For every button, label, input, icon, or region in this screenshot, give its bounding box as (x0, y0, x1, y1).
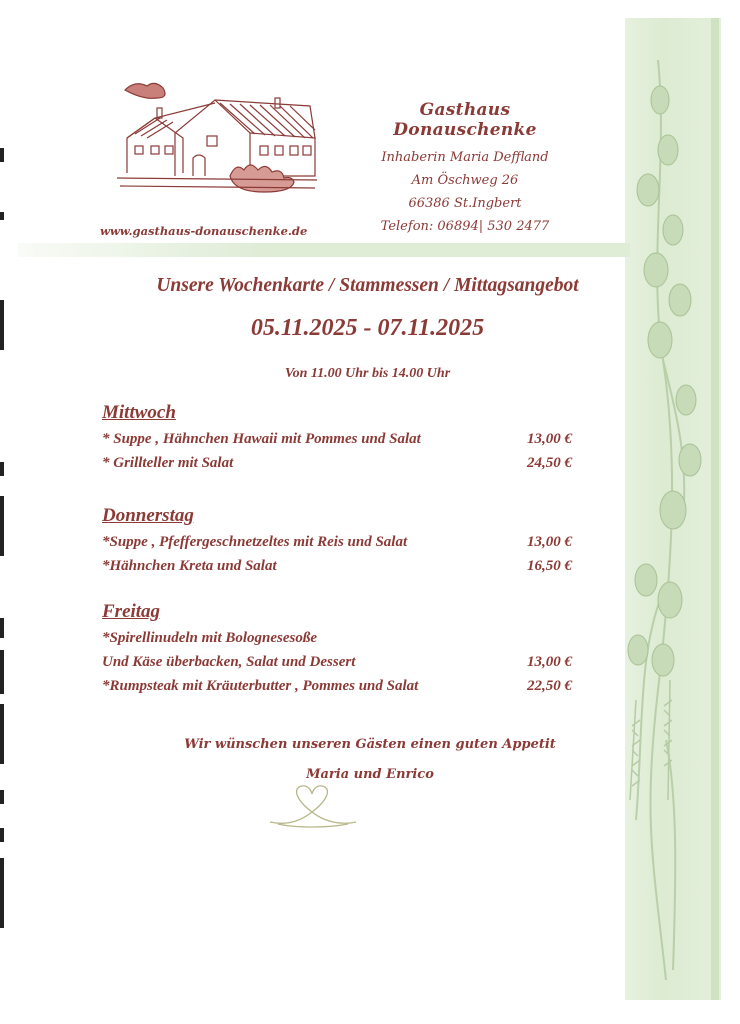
menu-item-text: * Suppe , Hähnchen Hawaii mit Pommes und Salat (102, 431, 421, 447)
menu-item-text: *Spirellinudeln mit Bolognesesoße (102, 630, 318, 646)
day-section-freitag (102, 601, 572, 698)
menu-item-text: *Hähnchen Kreta und Salat (102, 558, 277, 574)
menu-item-price: 16,50 € (527, 558, 572, 574)
menu-hours: Von 11.00 Uhr bis 14.00 Uhr (284, 366, 451, 381)
day-title: Mittwoch (102, 402, 176, 423)
day-title: Freitag (102, 601, 161, 622)
menu-item (102, 530, 572, 554)
day-title: Donnerstag (102, 505, 194, 526)
menu-item (102, 674, 572, 698)
menu-title: Unsere Wochenkarte / Stammessen / Mittagsangebot (156, 275, 579, 296)
menu-item-price: 13,00 € (527, 431, 572, 447)
closing-message (150, 730, 590, 790)
day-section-donnerstag (102, 505, 572, 578)
day-section-mittwoch (102, 402, 572, 475)
menu-item-text: *Suppe , Pfeffergeschnetzeltes mit Reis und Salat (102, 534, 408, 550)
inn-owner: Inhaberin Maria Deffland (381, 150, 549, 165)
menu-item (102, 554, 572, 578)
closing-line: Wir wünschen unseren Gästen einen guten Appetit (184, 737, 556, 752)
menu-item (102, 650, 572, 674)
decorative-header-band (18, 243, 630, 257)
inn-contact-block (345, 100, 585, 238)
inn-phone: Telefon: 06894| 530 2477 (380, 219, 550, 234)
menu-item-price: 13,00 € (527, 534, 572, 550)
heart-flourish-icon (268, 782, 358, 832)
inn-city: 66386 St.Ingbert (408, 196, 522, 211)
menu-item-price: 13,00 € (527, 654, 572, 670)
menu-item-price: 24,50 € (527, 455, 572, 471)
menu-item-text: * Grillteller mit Salat (102, 455, 234, 471)
menu-item-price: 22,50 € (527, 678, 572, 694)
scan-marks (0, 0, 6, 1024)
menu-item (102, 427, 572, 451)
menu-item-text: *Rumpsteak mit Kräuterbutter , Pommes und Salat (102, 678, 419, 694)
house-sketch-icon (115, 78, 320, 208)
website-link[interactable]: www.gasthaus-donauschenke.de (100, 224, 308, 238)
menu-item-text: Und Käse überbacken, Salat und Dessert (102, 654, 356, 670)
hop-vine-icon (618, 40, 718, 990)
inn-name: Gasthaus Donauschenke (393, 100, 537, 140)
inn-street: Am Öschweg 26 (411, 173, 519, 188)
closing-signature: Maria und Enrico (306, 767, 434, 782)
menu-item (102, 451, 572, 475)
menu-item (102, 626, 572, 650)
menu-dates: 05.11.2025 - 07.11.2025 (250, 315, 485, 341)
